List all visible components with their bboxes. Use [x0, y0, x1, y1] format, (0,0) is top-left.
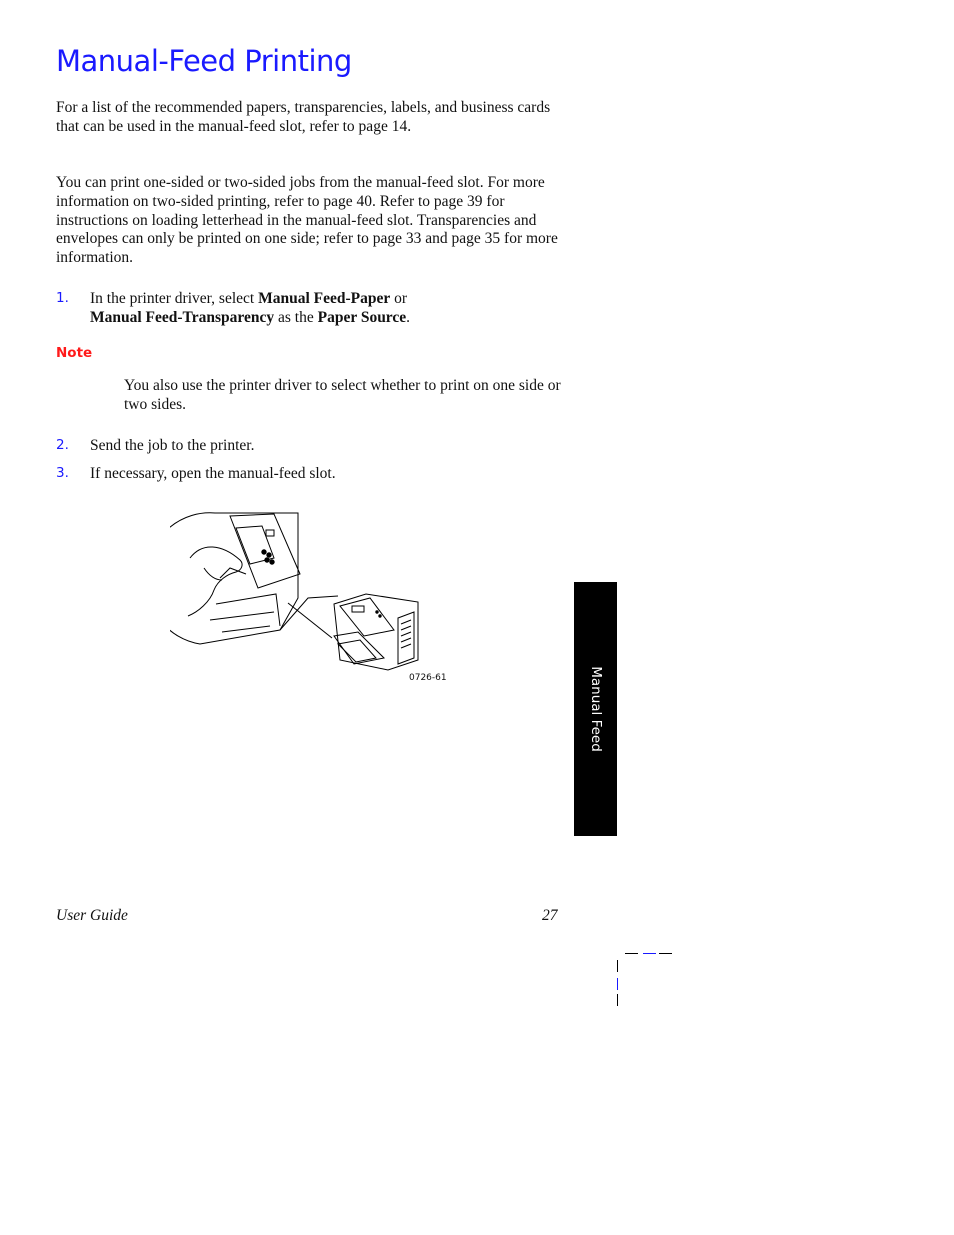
- step-text-part: In the printer driver, select: [90, 290, 259, 307]
- printer-manual-feed-illustration: [170, 508, 450, 688]
- section-tab[interactable]: [574, 582, 617, 836]
- nav-bar-mark: [617, 994, 618, 1006]
- nav-dash-mark: [659, 953, 672, 954]
- footer-guide-name: User Guide: [56, 907, 128, 924]
- step-number: 1.: [56, 290, 69, 306]
- menu-option: Manual Feed-Paper: [258, 290, 391, 307]
- setting-name: Paper Source: [317, 309, 407, 327]
- illustration-code: 0726-61: [409, 673, 447, 683]
- page-title: Manual-Feed Printing: [56, 44, 352, 78]
- section-tab-label: Manual Feed: [587, 666, 604, 752]
- step-number: 3.: [56, 465, 69, 481]
- note-text: You also use the printer driver to select whether to print on one side or two sides.: [124, 377, 561, 413]
- nav-dash-mark: [625, 953, 638, 954]
- step-text: Send the job to the printer.: [90, 437, 255, 454]
- step-text: [90, 289, 570, 328]
- menu-option: Manual Feed-Transparency: [90, 309, 275, 327]
- nav-bar-mark: [617, 960, 618, 972]
- navigation-marks: [614, 944, 684, 1008]
- step-text: If necessary, open the manual-feed slot.: [90, 465, 336, 482]
- step-text-part: .: [406, 309, 411, 327]
- step-text-part: as the: [274, 309, 318, 327]
- step-text-part: or: [390, 290, 408, 307]
- nav-bar-mark[interactable]: [617, 978, 618, 990]
- step-number: 2.: [56, 437, 69, 453]
- note-label: Note: [56, 345, 93, 361]
- page-number: 27: [542, 907, 558, 924]
- nav-dash-mark[interactable]: [643, 953, 656, 954]
- intro-paragraph: For a list of the recommended papers, transparencies, labels, and business cards that can be used in the manual-feed slot, refer to page 14.: [56, 99, 551, 135]
- intro-paragraph: You can print one-sided or two-sided jobs from the manual-feed slot. For more information on two-sided printing, refer to page 40. Refer to page 39 for instructions on loading letterhead in the manual-feed slot. Transparencies and envelopes can only be printed on one side; refer to page 33 and page 35 for more information.: [56, 174, 558, 267]
